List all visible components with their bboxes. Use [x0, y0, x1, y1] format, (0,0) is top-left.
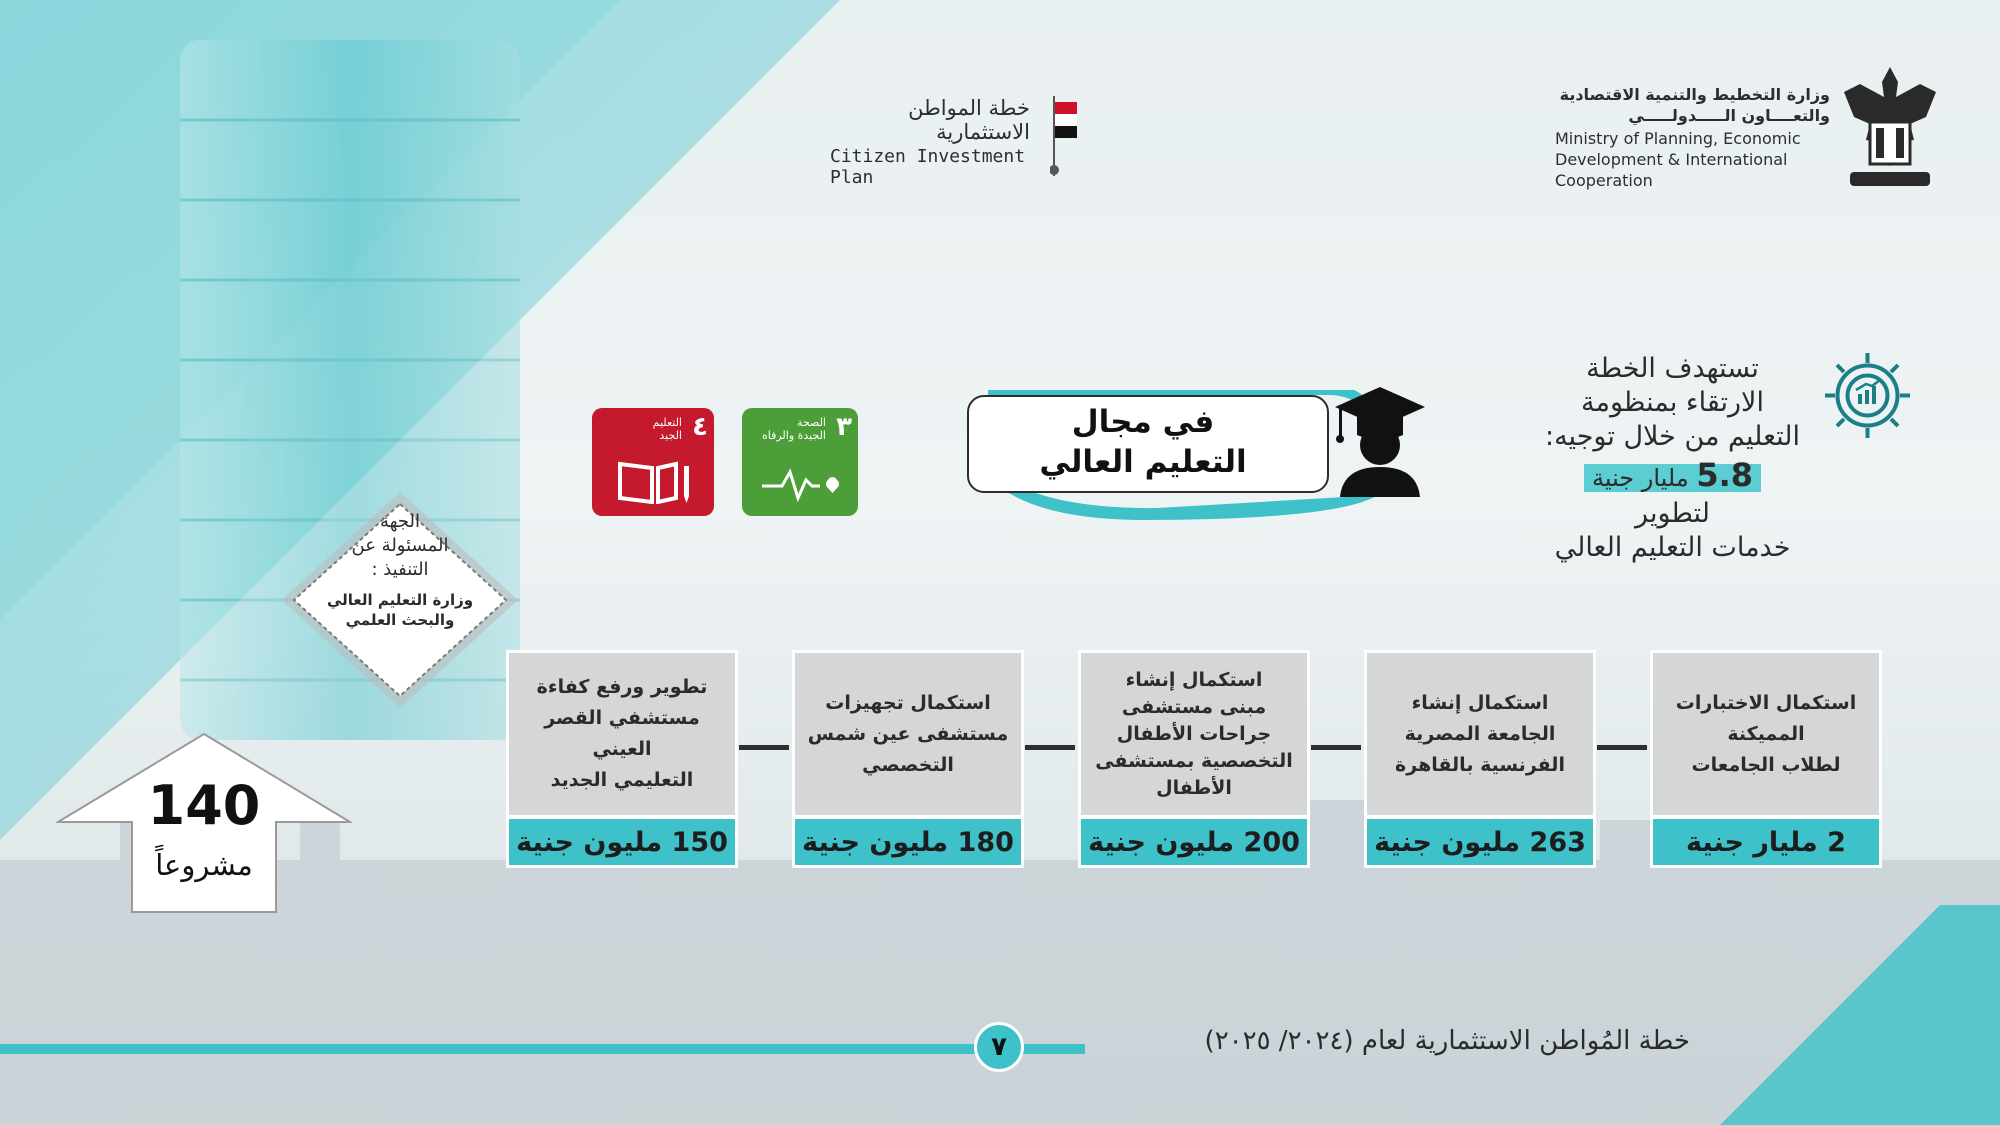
project-card: [506, 650, 738, 872]
project-card-amount: 2 مليار جنية: [1650, 816, 1882, 868]
ministry-en-line1: Ministry of Planning, Economic: [1555, 129, 1801, 148]
project-title-line: استكمال الاختبارات: [1675, 691, 1857, 714]
responsible-line1: الجهة: [379, 511, 421, 532]
ministry-en-line3: Cooperation: [1555, 171, 1653, 190]
connector: [1597, 745, 1647, 750]
sector-title-line2: التعليم العالي: [1039, 444, 1247, 480]
project-title-line: الفرنسية بالقاهرة: [1395, 753, 1565, 776]
project-card: [792, 650, 1024, 872]
project-title-line: الجامعة المصرية: [1404, 722, 1556, 745]
heartbeat-icon: [762, 466, 842, 502]
project-title-line: المميكنة: [1727, 722, 1805, 745]
sdg-4-label-line1: التعليم: [652, 416, 682, 429]
project-card-amount: 150 مليون جنية: [506, 816, 738, 868]
plan-logo-en: Citizen Investment Plan: [830, 146, 1026, 188]
projects-count-number: 140: [147, 774, 261, 837]
open-book-icon: [618, 458, 694, 504]
sector-title-line1: في مجال: [1071, 404, 1215, 440]
responsible-line3: التنفيذ :: [371, 559, 429, 580]
project-title-line: استكمال تجهيزات: [825, 691, 991, 714]
project-card-amount: 200 مليون جنية: [1078, 816, 1310, 868]
sdg-4-number: ٤: [692, 412, 708, 442]
target-amount-number: 5.8: [1696, 456, 1754, 494]
project-title-line: الأطفال: [1156, 776, 1232, 799]
connector: [739, 745, 789, 750]
projects-count-label: مشروعاً: [155, 848, 253, 882]
project-title-line: استكمال إنشاء: [1411, 691, 1549, 714]
page-number: ٧: [974, 1022, 1024, 1072]
egypt-flag-icon: [1050, 96, 1080, 176]
sdg-3-number: ٣: [836, 412, 852, 442]
project-title-line: مستشفى عين شمس: [807, 722, 1009, 745]
responsible-entity-line1: وزارة التعليم العالي: [326, 591, 474, 609]
project-title-line: التخصصي: [862, 753, 954, 776]
gear-chart-icon: [1820, 348, 1915, 443]
project-card: [1364, 650, 1596, 872]
ministry-name: [1555, 84, 1830, 191]
project-title-line: لطلاب الجامعات: [1691, 753, 1841, 776]
ministry-ar-line1: وزارة التخطيط والتنمية الاقتصادية: [1559, 85, 1830, 104]
target-amount-unit: مليار جنية: [1591, 464, 1689, 492]
sdg-4-label-line2: الجيد: [659, 429, 682, 442]
responsible-entity: [280, 490, 520, 710]
projects-count-arrow: [56, 732, 352, 914]
project-title-line: تطوير ورفع كفاءة: [536, 676, 708, 698]
target-line1: تستهدف الخطة: [1586, 353, 1759, 384]
project-card: [1650, 650, 1882, 872]
project-title-line: استكمال إنشاء: [1125, 668, 1263, 691]
responsible-line2: المسئولة عن: [351, 535, 449, 556]
project-card-amount: 180 مليون جنية: [792, 816, 1024, 868]
target-line5: خدمات التعليم العالي: [1554, 532, 1791, 563]
project-title-line: جراحات الأطفال: [1116, 722, 1272, 745]
ministry-ar-line2: والتعــــاون الـــــدولـــــي: [1628, 106, 1830, 125]
responsible-entity-line2: والبحث العلمي: [345, 611, 455, 629]
target-line2: الارتقاء بمنظومة: [1581, 387, 1764, 418]
project-card-title: [1078, 650, 1310, 818]
target-line3: التعليم من خلال توجيه:: [1544, 421, 1800, 452]
target-amount: [1530, 458, 1815, 495]
project-card-amount: 263 مليون جنية: [1364, 816, 1596, 868]
footer-title: خطة المُواطن الاستثمارية لعام (٢٠٢٤/ ٢٠٢٥): [1204, 1026, 1690, 1056]
project-title-line: التخصصية بمستشفى: [1095, 749, 1293, 772]
connector: [1025, 745, 1075, 750]
plan-logo-ar: خطة المواطن الاستثمارية: [908, 96, 1030, 144]
plan-logo: [830, 96, 1060, 188]
project-card-title: [1364, 650, 1596, 818]
graduate-icon: [1335, 385, 1425, 500]
project-card-title: [506, 650, 738, 818]
sdg-3-label-line2: الجيدة والرفاه: [761, 429, 826, 442]
project-title-line: مبنى مستشفى: [1121, 695, 1267, 718]
sdg-tile-3: [742, 408, 858, 516]
connector: [1311, 745, 1361, 750]
target-statement: [1530, 352, 1815, 565]
project-card-title: [792, 650, 1024, 818]
sdg-tile-4: [592, 408, 714, 516]
project-card: [1078, 650, 1310, 872]
target-line4: لتطوير: [1635, 498, 1710, 529]
sdg-3-label-line1: الصحة: [797, 416, 826, 429]
project-title-line: مستشفي القصر العيني: [544, 707, 700, 760]
project-title-line: التعليمي الجديد: [550, 769, 694, 791]
ministry-en-line2: Development & International: [1555, 150, 1788, 169]
project-card-title: [1650, 650, 1882, 818]
egypt-eagle-emblem: [1840, 62, 1940, 197]
